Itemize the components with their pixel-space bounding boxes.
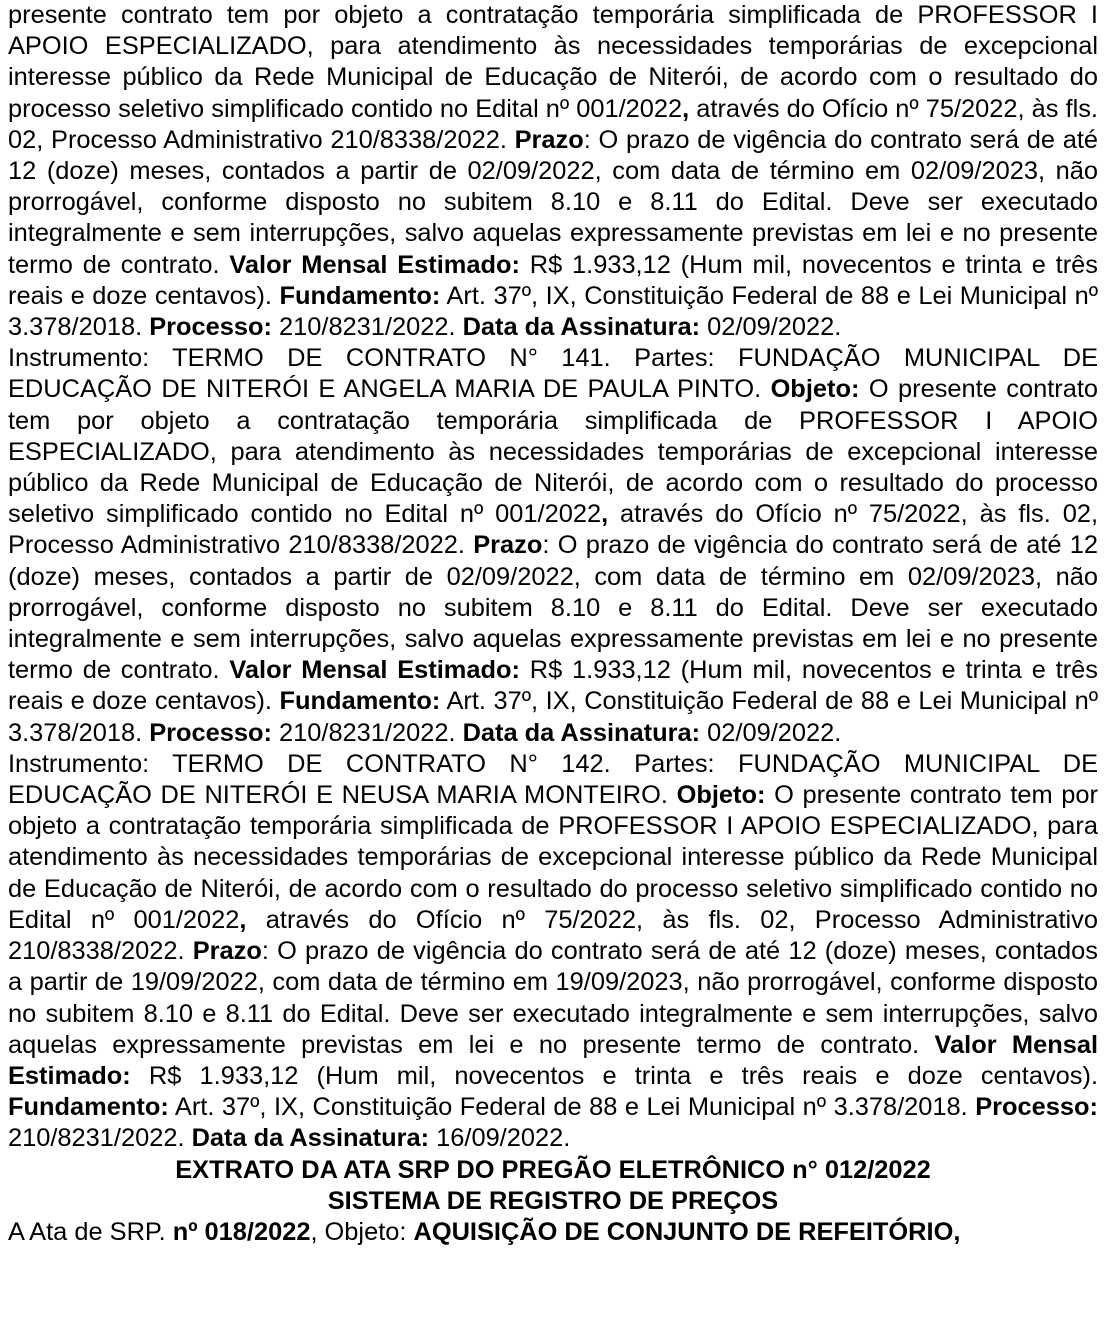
processo-label: Processo: bbox=[975, 1093, 1098, 1122]
text-run: presente contrato tem por objeto a contratação temporária simplificada de PROFESSOR I APOIO ESPECIALIZADO, para atendimento às necessidades temporárias de excepcional interesse público da Rede Municipal de Educação de Niterói, de acordo com o resultado do processo seletivo simplificado contido no Edital nº 001/2022 bbox=[8, 1, 1098, 123]
text-run: 210/8231/2022. bbox=[8, 1124, 192, 1153]
valor-mensal-label: Valor Mensal Estimado: bbox=[229, 656, 520, 685]
data-assinatura-label: Data da Assinatura: bbox=[462, 313, 701, 342]
processo-label: Processo: bbox=[149, 718, 272, 747]
ata-srp-paragraph bbox=[8, 1217, 1098, 1248]
prazo-label: Prazo bbox=[192, 937, 262, 966]
contract-extract-141 bbox=[8, 343, 1098, 749]
text-run: através do Ofício nº 75/2022, às fls. 02, Processo Administrativo 210/8338/2022. bbox=[8, 94, 1098, 154]
valor-mensal-label: Valor Mensal Estimado: bbox=[229, 250, 520, 279]
processo-label: Processo: bbox=[149, 313, 272, 342]
text-run: Art. 37º, IX, Constituição Federal de 88 e Lei Municipal nº 3.378/2018. bbox=[168, 1093, 976, 1122]
data-assinatura-label: Data da Assinatura: bbox=[191, 1124, 430, 1153]
text-run: através do Ofício nº 75/2022, às fls. 02, Processo Administrativo 210/8338/2022. bbox=[8, 500, 1098, 560]
text-run: R$ 1.933,12 (Hum mil, novecentos e trinta e três reais e doze centavos). bbox=[8, 656, 1098, 716]
objeto-label: Objeto: bbox=[770, 375, 860, 404]
text-run: Art. 37º, IX, Constituição Federal de 88 e Lei Municipal nº 3.378/2018. bbox=[8, 687, 1098, 747]
text-run: R$ 1.933,12 (Hum mil, novecentos e trinta e três reais e doze centavos). bbox=[8, 250, 1098, 310]
section-title: EXTRATO DA ATA SRP DO PREGÃO ELETRÔNICO n° 012/2022 bbox=[175, 1155, 931, 1184]
ata-objeto-value: AQUISIÇÃO DE CONJUNTO DE REFEITÓRIO, bbox=[413, 1217, 961, 1246]
text-run: A Ata de SRP. bbox=[8, 1217, 173, 1246]
text-run: R$ 1.933,12 (Hum mil, novecentos e trinta e três reais e doze centavos). bbox=[130, 1061, 1098, 1090]
objeto-label: Objeto: bbox=[676, 781, 766, 810]
section-subtitle: SISTEMA DE REGISTRO DE PREÇOS bbox=[327, 1186, 779, 1215]
text-run: através do Ofício nº 75/2022, às fls. 02, Processo Administrativo 210/8338/2022. bbox=[8, 905, 1098, 966]
text-run: O presente contrato tem por objeto a contratação temporária simplificada de PROFESSOR I APOIO ESPECIALIZADO, para atendimento às necessidades temporárias de excepcional interesse público da Rede Municipal de Educação de Niterói, de acordo com o resultado do processo seletivo simplificado contido no Edital nº 001/2022 bbox=[8, 375, 1098, 529]
text-run: 02/09/2022. bbox=[700, 313, 842, 342]
text-run: 16/09/2022. bbox=[429, 1124, 571, 1153]
text-run-bold: , bbox=[601, 500, 609, 529]
text-run: 210/8231/2022. bbox=[271, 718, 463, 747]
text-run: 210/8231/2022. bbox=[271, 313, 463, 342]
fundamento-label: Fundamento: bbox=[279, 687, 441, 716]
text-run: : O prazo de vigência do contrato será de até 12 (doze) meses, contados a partir de 02/09/2022, com data de término em 02/09/2023, não prorrogável, conforme disposto no subitem 8.10 e 8.11 do Edital. Deve ser executado integralmente e sem interrupções, salvo aquelas expressamente previstas em lei e no presente termo de contrato. bbox=[8, 531, 1099, 685]
ata-number: nº 018/2022 bbox=[172, 1217, 311, 1246]
text-run: Art. 37º, IX, Constituição Federal de 88 e Lei Municipal nº 3.378/2018. bbox=[8, 281, 1098, 342]
text-run: Instrumento: TERMO DE CONTRATO N° 142. Partes: FUNDAÇÃO MUNICIPAL DE EDUCAÇÃO DE NITERÓI E NEUSA MARIA MONTEIRO. bbox=[8, 749, 1098, 810]
text-run: Instrumento: TERMO DE CONTRATO N° 141. Partes: FUNDAÇÃO MUNICIPAL DE EDUCAÇÃO DE NITERÓI E ANGELA MARIA DE PAULA PINTO. bbox=[8, 344, 1098, 404]
text-run: O presente contrato tem por objeto a contratação temporária simplificada de PROFESSOR I APOIO ESPECIALIZADO, para atendimento às necessidades temporárias de excepcional interesse público da Rede Municipal de Educação de Niterói, de acordo com o resultado do processo seletivo simplificado contido no Edital nº 001/2022 bbox=[8, 781, 1098, 934]
text-run: : O prazo de vigência do contrato será de até 12 (doze) meses, contados a partir de 02/09/2022, com data de término em 02/09/2023, não prorrogável, conforme disposto no subitem 8.10 e 8.11 do Edital. Deve ser executado integralmente e sem interrupções, salvo aquelas expressamente previstas em lei e no presente termo de contrato. bbox=[8, 125, 1098, 279]
text-run: : O prazo de vigência do contrato será de até 12 (doze) meses, contados a partir de 19/09/2022, com data de término em 19/09/2023, não prorrogável, conforme disposto no subitem 8.10 e 8.11 do Edital. Deve ser executado integralmente e sem interrupções, salvo aquelas expressamente previstas em lei e no presente termo de contrato. bbox=[8, 937, 1098, 1059]
contract-extract-142 bbox=[8, 749, 1098, 1155]
data-assinatura-label: Data da Assinatura: bbox=[462, 718, 701, 747]
text-run-bold: , bbox=[682, 94, 690, 123]
fundamento-label: Fundamento: bbox=[8, 1093, 169, 1122]
prazo-label: Prazo bbox=[473, 531, 543, 560]
contract-extract-continuation bbox=[8, 0, 1098, 343]
fundamento-label: Fundamento: bbox=[279, 281, 441, 310]
valor-mensal-label: Valor Mensal Estimado: bbox=[8, 1030, 1099, 1090]
prazo-label: Prazo bbox=[514, 125, 584, 154]
text-run: 02/09/2022. bbox=[700, 718, 842, 747]
text-run-bold: , bbox=[239, 905, 247, 934]
text-run: , Objeto: bbox=[310, 1217, 414, 1246]
